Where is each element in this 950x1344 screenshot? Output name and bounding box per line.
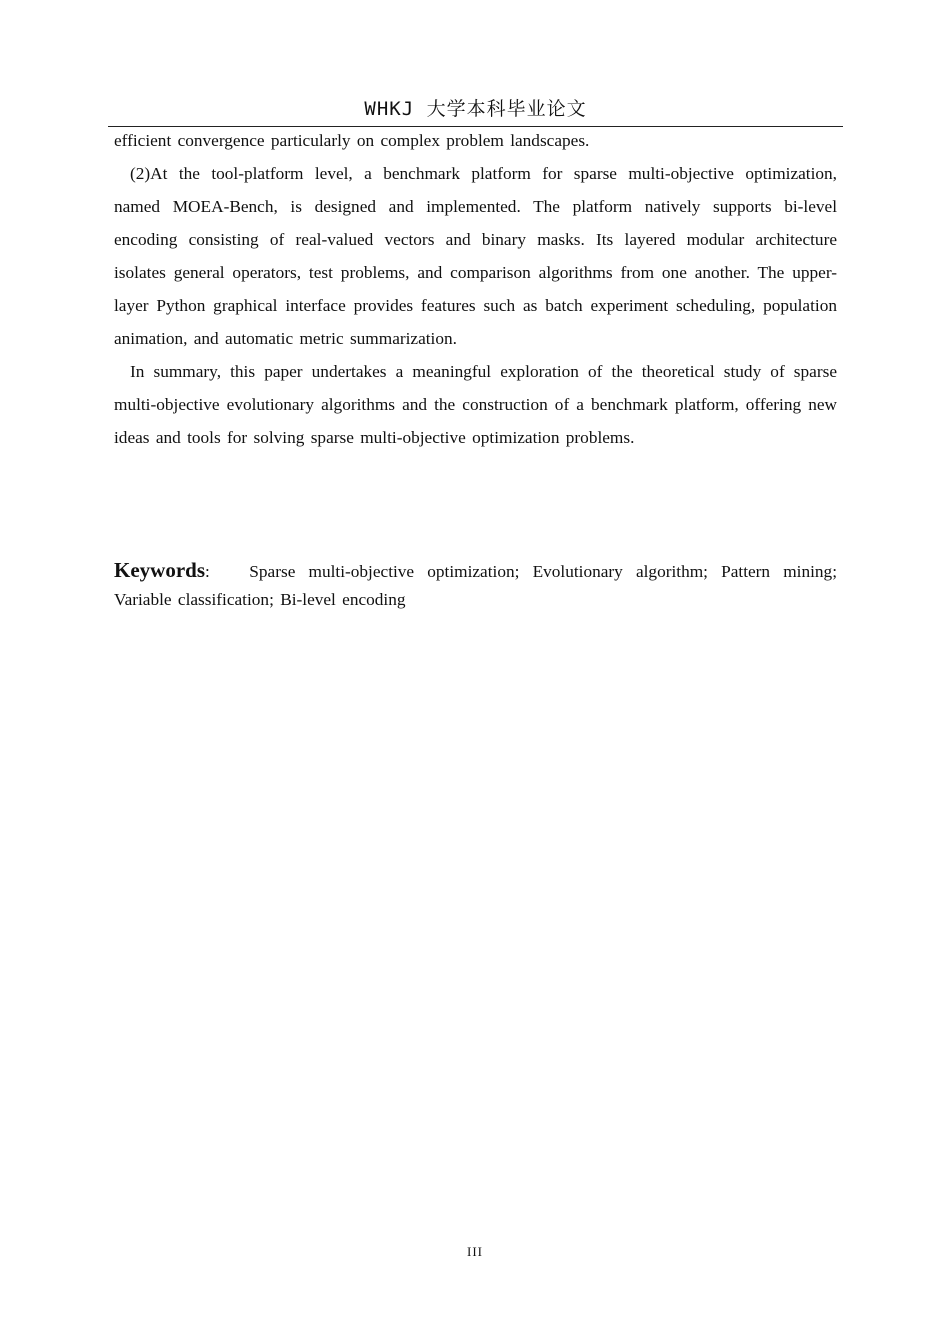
keywords-block [114,556,837,614]
keywords-label: Keywords [114,558,205,582]
header-title: WHKJ 大学本科毕业论文 [364,98,587,120]
page-header [108,96,843,127]
page-number: III [467,1244,483,1259]
paragraph-summary: In summary, this paper undertakes a meaningful exploration of the theoretical study of sparse multi-objective evolutionary algorithms and the construction of a benchmark platform, offering new ideas and tools for solving sparse multi-objective optimization problems. [114,362,837,447]
keywords-separator: : [205,562,210,581]
paragraph-continuation: efficient convergence particularly on complex problem landscapes. [114,131,590,150]
abstract-body [114,124,837,454]
paragraph-tool-platform: (2)At the tool-platform level, a benchmark platform for sparse multi-objective optimization, named MOEA-Bench, is designed and implemented. The platform natively supports bi-level encoding consisting of real-valued vectors and binary masks. Its layered modular architecture isolates general operators, test problems, and comparison algorithms from one another. The upper-layer Python graphical interface provides features such as batch experiment scheduling, population animation, and automatic metric summarization. [114,164,837,348]
keywords-text: Sparse multi-objective optimization; Evolutionary algorithm; Pattern mining; Variable classification; Bi-level encoding [114,562,837,609]
